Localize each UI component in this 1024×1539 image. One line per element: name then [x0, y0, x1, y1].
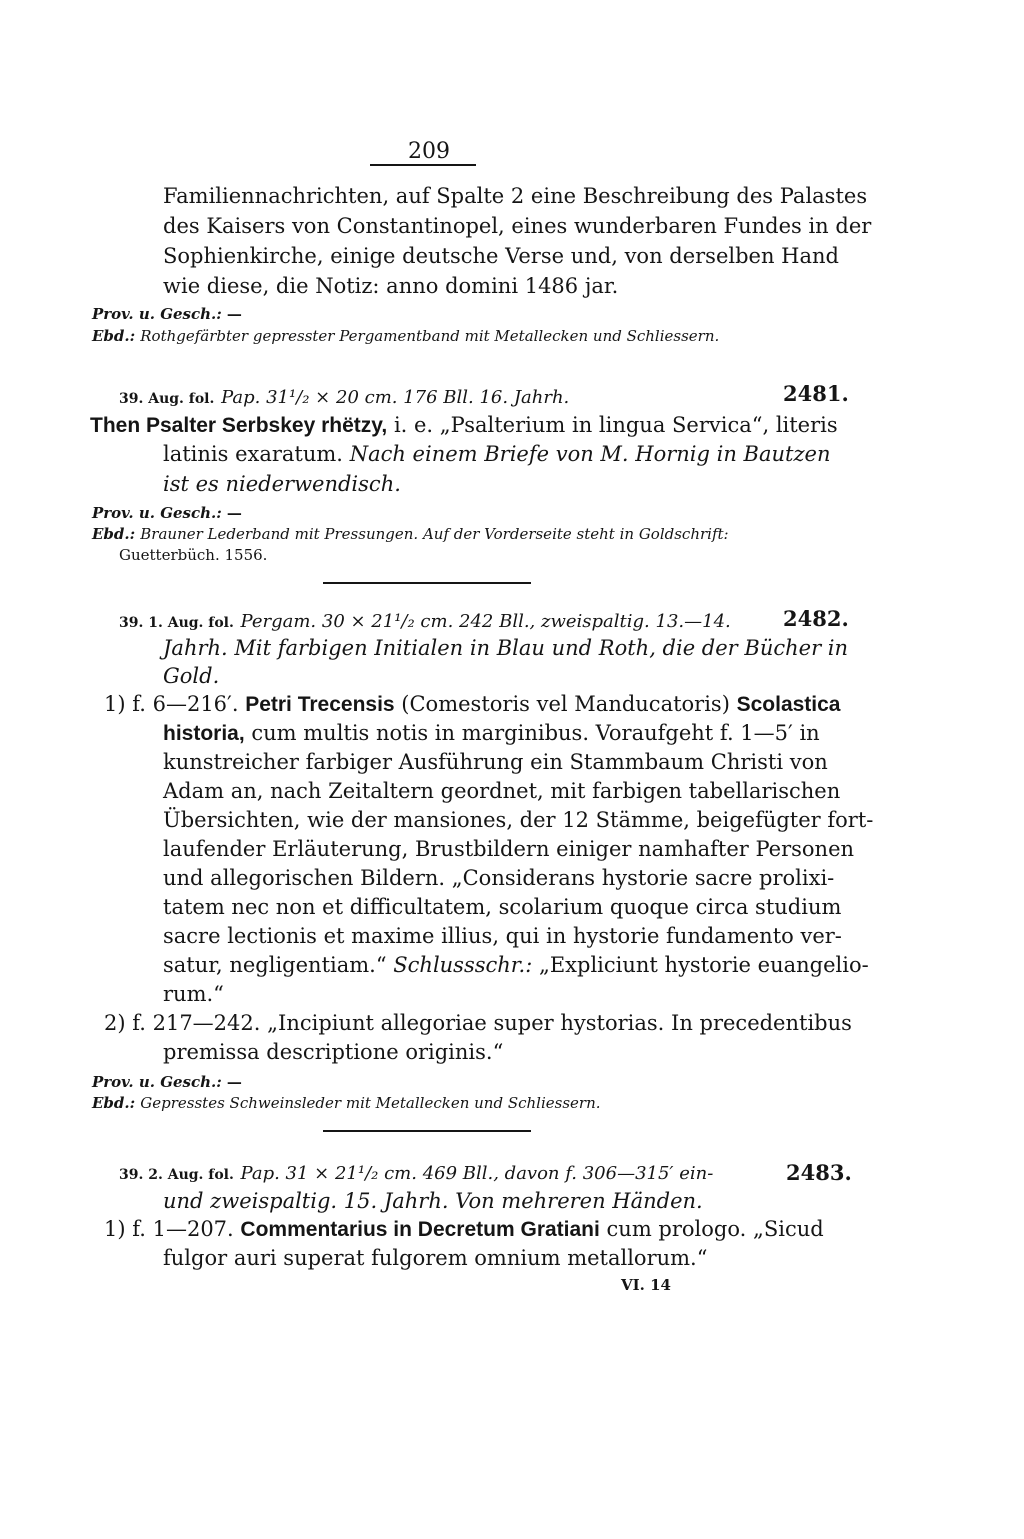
- signature-mark: VI. 14: [621, 1276, 671, 1294]
- page-number: 209: [408, 139, 450, 164]
- folio-range: 2) f. 217—242.: [104, 1011, 261, 1035]
- physical-description: Pergam. 30 × 21¹/₂ cm. 242 Bll., zweispaltig. 13.—14.: [240, 611, 731, 632]
- title-bold: Then Psalter Serbskey rhëtzy,: [90, 414, 388, 437]
- entry-2482-meta-line-2: Jahrh. Mit farbigen Initialen in Blau und Roth, die der Bücher in: [163, 636, 849, 660]
- italic-note: Nach einem Briefe von M. Hornig in Bautzen: [349, 442, 831, 466]
- item-1-line-6: laufender Erläuterung, Brustbildern einiger namhafter Personen: [163, 837, 855, 861]
- work-title-bold: Commentarius in Decretum Gratiani: [240, 1218, 600, 1241]
- intro-prov: [92, 304, 242, 323]
- prov-value: —: [226, 305, 242, 323]
- section-divider: [323, 1130, 531, 1132]
- entry-2481-prov: [92, 503, 242, 522]
- plain-text: latinis exaratum.: [163, 442, 343, 466]
- item-2-line-2: premissa descriptione originis.“: [163, 1040, 504, 1064]
- entry-2482-number: 2482.: [783, 606, 849, 631]
- item-1-line-2: [163, 719, 820, 748]
- entry-2481-ebd: [92, 524, 729, 543]
- line-text: satur, negligentiam.“: [163, 953, 387, 977]
- intro-line-3: Sophienkirche, einige deutsche Verse und, von derselben Hand: [163, 244, 839, 268]
- entry-2483-item-1-line-2: fulgor auri superat fulgorem omnium metallorum.“: [163, 1246, 708, 1270]
- ebd-label: Ebd.:: [92, 1094, 136, 1112]
- entry-2481-number: 2481.: [783, 381, 849, 406]
- entry-2481-title: [90, 411, 838, 440]
- ebd-value: Gepresstes Schweinsleder mit Metallecken und Schliessern.: [140, 1094, 601, 1112]
- item-2-line-1: [104, 1009, 852, 1037]
- folio-range: 1) f. 1—207.: [104, 1217, 234, 1241]
- physical-description: Pap. 31¹/₂ × 20 cm. 176 Bll. 16. Jahrh.: [221, 387, 570, 408]
- entry-2481-header: [119, 382, 569, 413]
- folio-range: 1) f. 6—216′.: [104, 692, 239, 716]
- author-alias: (Comestoris vel Manducatoris): [401, 692, 730, 716]
- entry-2482-header: [119, 606, 731, 637]
- entry-2482-ebd: [92, 1093, 601, 1112]
- entry-2483-header: [119, 1158, 713, 1189]
- physical-description: Pap. 31 × 21¹/₂ cm. 469 Bll., davon f. 306—315′ ein-: [240, 1163, 714, 1184]
- item-1-line-9: sacre lectionis et maxime illius, qui in hystorie fundamento ver-: [163, 924, 842, 948]
- intro-line-4: wie diese, die Notiz: anno domini 1486 jar.: [163, 274, 619, 298]
- item-1-line-5: Übersichten, wie der mansiones, der 12 Stämme, beigefügter fort-: [163, 808, 874, 832]
- entry-2481-line-3: ist es niederwendisch.: [163, 472, 401, 496]
- prov-label: Prov. u. Gesch.:: [92, 305, 222, 323]
- schluss-label: Schlussschr.:: [393, 953, 533, 977]
- shelfmark: 39. Aug. fol.: [119, 391, 215, 407]
- item-1-line-7: und allegorischen Bildern. „Considerans hystorie sacre prolixi-: [163, 866, 835, 890]
- page-number-rule: [370, 164, 476, 166]
- ebd-value: Brauner Lederband mit Pressungen. Auf der Vorderseite steht in Goldschrift:: [140, 525, 729, 543]
- work-title-bold: Scolastica: [736, 693, 841, 716]
- intro-line-1: Familiennachrichten, auf Spalte 2 eine Beschreibung des Palastes: [163, 184, 868, 208]
- intro-ebd: [92, 326, 719, 345]
- prov-label: Prov. u. Gesch.:: [92, 1073, 222, 1091]
- entry-2482-prov: [92, 1072, 242, 1091]
- incipit: „Incipiunt allegoriae super hystorias. In precedentibus: [267, 1011, 852, 1035]
- entry-2483-number: 2483.: [786, 1160, 852, 1185]
- line-text: cum multis notis in marginibus. Voraufgeht f. 1—5′ in: [251, 721, 820, 745]
- ebd-value: Rothgefärbter gepresster Pergamentband mit Metallecken und Schliessern.: [140, 327, 720, 345]
- prov-label: Prov. u. Gesch.:: [92, 504, 222, 522]
- item-1-line-10: [163, 951, 869, 979]
- item-1-line-1: [104, 690, 841, 719]
- item-1-line-4: Adam an, nach Zeitaltern geordnet, mit farbigen tabellarischen: [163, 779, 841, 803]
- entry-2483-item-1: [104, 1215, 824, 1244]
- shelfmark: 39. 1. Aug. fol.: [119, 615, 234, 631]
- work-title-bold-cont: historia,: [163, 722, 245, 745]
- prov-value: —: [226, 504, 242, 522]
- ebd-label: Ebd.:: [92, 327, 136, 345]
- item-1-line-8: tatem nec non et difficultatem, scolarium quoque circa studium: [163, 895, 842, 919]
- entry-2482-meta-line-3: Gold.: [163, 664, 220, 688]
- line-text: cum prologo. „Sicud: [606, 1217, 824, 1241]
- author-bold: Petri Trecensis: [245, 693, 395, 716]
- intro-line-2: des Kaisers von Constantinopel, eines wunderbaren Fundes in der: [163, 214, 872, 238]
- shelfmark: 39. 2. Aug. fol.: [119, 1167, 234, 1183]
- entry-2481-line-2: [163, 440, 830, 468]
- title-rest: i. e. „Psalterium in lingua Servica“, literis: [393, 413, 838, 437]
- ebd-label: Ebd.:: [92, 525, 136, 543]
- entry-2481-ebd-line-2: Guetterbüch. 1556.: [119, 546, 268, 564]
- item-1-line-3: kunstreicher farbiger Ausführung ein Stammbaum Christi von: [163, 750, 828, 774]
- prov-value: —: [226, 1073, 242, 1091]
- schluss-text: „Expliciunt hystorie euangelio-: [538, 953, 869, 977]
- section-divider: [323, 582, 531, 584]
- item-1-line-11: rum.“: [163, 982, 224, 1006]
- entry-2483-meta-line-2: und zweispaltig. 15. Jahrh. Von mehreren Händen.: [163, 1189, 703, 1213]
